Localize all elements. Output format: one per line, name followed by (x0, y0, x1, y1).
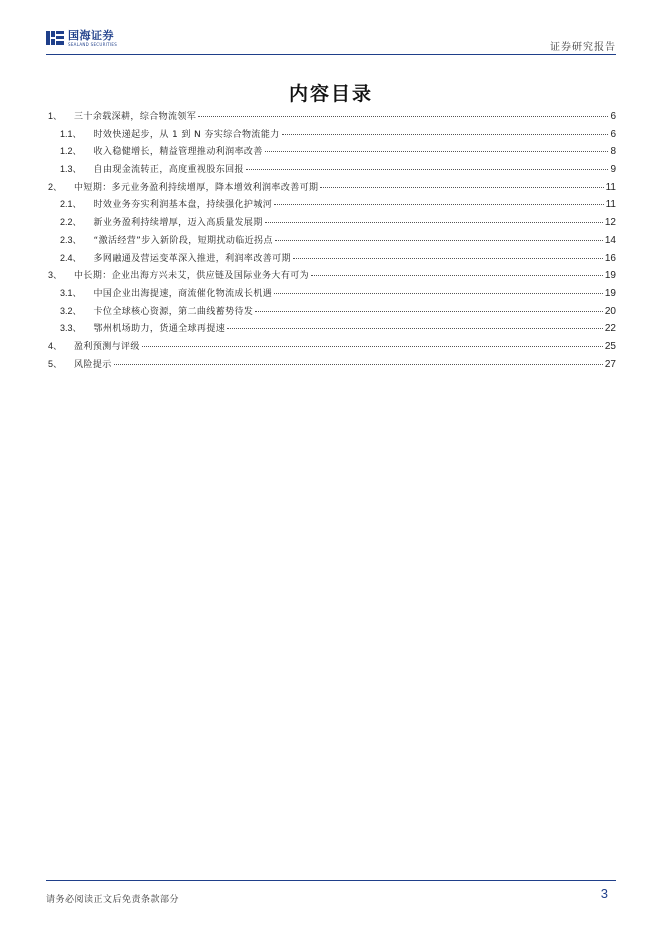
toc-entry-title: 中长期：企业出海方兴未艾，供应链及国际业务大有可为 (74, 271, 310, 282)
toc-entry[interactable] (48, 233, 616, 251)
toc-entry-title: 中国企业出海提速，商流催化物流成长机遇 (93, 288, 273, 299)
toc-entry-number: 1.3、 (60, 164, 82, 175)
toc-entry-title: 鄂州机场助力，货通全球再提速 (93, 324, 226, 335)
toc-entry-number: 1、 (48, 111, 63, 121)
toc-entry-title: 卡位全球核心资源，第二曲线蓄势待发 (93, 306, 254, 317)
toc-dot-leader (227, 328, 603, 329)
toc-entry-number: 2.2、 (60, 217, 82, 228)
toc-entry-page: 12 (604, 217, 616, 229)
toc-entry-title: “激活经营”步入新阶段，短期扰动临近拐点 (93, 235, 273, 246)
toc-entry-number: 3.1、 (60, 287, 82, 298)
toc-entry[interactable] (48, 180, 616, 198)
toc-dot-leader (255, 311, 603, 312)
toc-entry-title: 风险提示 (74, 359, 112, 370)
page-title: 内容目录 (288, 83, 373, 105)
toc-entry-number: 2.3、 (60, 234, 82, 245)
toc-entry-page: 11 (605, 181, 616, 193)
toc-entry-page: 8 (610, 146, 616, 158)
toc-entry-number: 3、 (48, 270, 63, 281)
page-footer (46, 880, 616, 921)
page-header (46, 26, 616, 55)
toc-entry-number: 5、 (48, 358, 63, 369)
page-number: 3 (600, 886, 608, 901)
toc-entry-page: 20 (604, 305, 616, 317)
toc-entry-page: 9 (610, 164, 616, 176)
toc-entry-page: 6 (610, 111, 616, 122)
toc-dot-leader (265, 151, 609, 152)
toc-entry-title: 中短期：多元业务盈利持续增厚，降本增效利润率改善可期 (74, 182, 319, 193)
toc-entry[interactable] (48, 357, 616, 375)
toc-dot-leader (246, 169, 609, 170)
disclaimer-note: 请务必阅读正文后免责条款部分 (46, 895, 180, 905)
toc-dot-leader (275, 240, 603, 241)
toc-entry-page: 6 (610, 128, 616, 140)
toc-dot-leader (265, 222, 603, 223)
toc-entry[interactable] (48, 144, 616, 162)
logo-mark-icon (46, 29, 64, 47)
logo-english-name: SEALAND SECURITIES (68, 41, 118, 47)
toc-entry-page: 11 (605, 199, 616, 211)
toc-entry-title: 三十余载深耕，综合物流领军 (74, 112, 197, 122)
company-logo (46, 26, 117, 50)
toc-entry-page: 19 (604, 270, 616, 282)
toc-entry[interactable] (48, 304, 616, 322)
toc-entry-number: 2.1、 (60, 199, 82, 210)
toc-entry-page: 14 (604, 234, 616, 246)
toc-dot-leader (320, 187, 603, 188)
toc-dot-leader (114, 364, 603, 365)
toc-entry-number: 2.4、 (60, 252, 82, 263)
toc-entry-title: 多网融通及营运变革深入推进，利润率改善可期 (93, 253, 291, 264)
toc-entry[interactable] (48, 268, 616, 286)
toc-entry-title: 时效业务夯实利润基本盘，持续强化护城河 (93, 200, 273, 211)
toc-dot-leader (274, 293, 603, 294)
toc-entry[interactable] (48, 215, 616, 233)
toc-dot-leader (293, 258, 603, 259)
toc-entry[interactable] (48, 109, 616, 127)
toc-entry-title: 时效快递起步，从 1 到 N 夯实综合物流能力 (93, 129, 280, 140)
toc-entry-page: 16 (604, 252, 616, 264)
toc-entry[interactable] (48, 321, 616, 339)
toc-dot-leader (311, 275, 603, 276)
toc-entry-title: 自由现金流转正，高度重视股东回报 (93, 165, 244, 176)
toc-entry[interactable] (48, 339, 616, 357)
toc-entry-number: 2、 (48, 181, 63, 192)
toc-entry-number: 4、 (48, 340, 63, 351)
table-of-contents (48, 109, 616, 374)
toc-entry-title: 盈利预测与评级 (74, 341, 140, 352)
toc-entry-number: 1.1、 (60, 128, 82, 139)
toc-entry[interactable] (48, 127, 616, 145)
toc-entry-page: 25 (604, 340, 616, 352)
toc-entry-title: 新业务盈利持续增厚，迈入高质量发展期 (93, 218, 263, 229)
toc-entry-page: 27 (604, 358, 616, 370)
toc-entry[interactable] (48, 197, 616, 215)
toc-dot-leader (274, 204, 603, 205)
report-type-label: 证券研究报告 (550, 42, 616, 53)
toc-entry[interactable] (48, 251, 616, 269)
toc-entry[interactable] (48, 162, 616, 180)
toc-entry-number: 3.3、 (60, 323, 82, 334)
toc-entry-number: 3.2、 (60, 305, 82, 316)
toc-entry-page: 19 (604, 287, 616, 299)
toc-dot-leader (142, 346, 603, 347)
toc-entry-number: 1.2、 (60, 146, 82, 157)
toc-dot-leader (282, 134, 609, 135)
toc-entry-title: 收入稳健增长，精益管理推动利润率改善 (93, 147, 263, 158)
toc-entry[interactable] (48, 286, 616, 304)
logo-chinese-name: 国海证券 (68, 28, 114, 42)
toc-dot-leader (198, 116, 608, 117)
toc-entry-page: 22 (604, 323, 616, 335)
